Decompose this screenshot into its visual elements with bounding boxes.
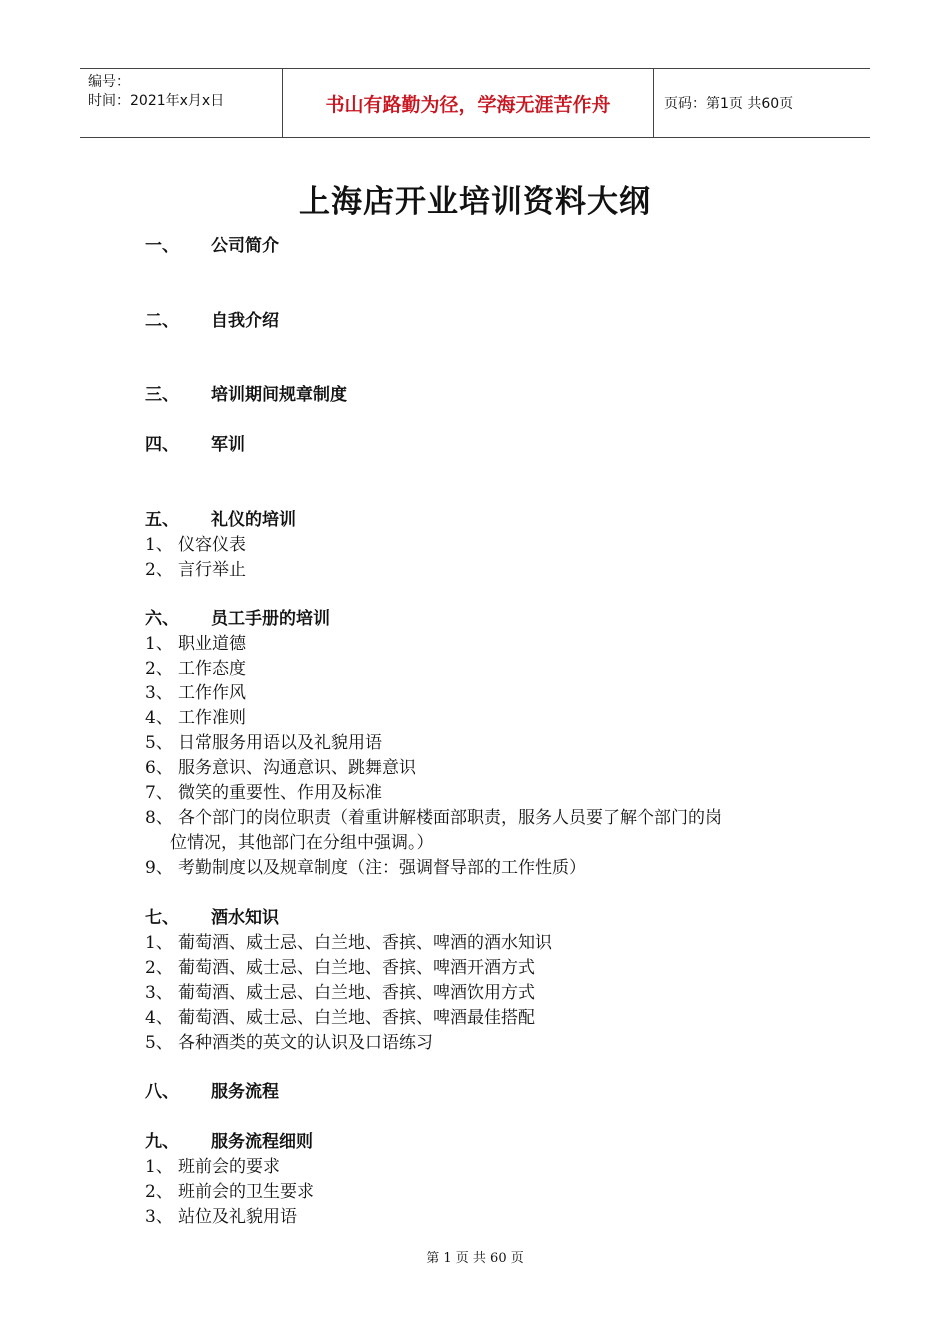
list-item: 3、 葡萄酒、威士忌、白兰地、香摈、啤酒饮用方式 bbox=[145, 983, 535, 1003]
list-item: 1、 葡萄酒、威士忌、白兰地、香摈、啤酒的酒水知识 bbox=[145, 933, 552, 953]
list-item: 8、 各个部门的岗位职责（着重讲解楼面部职责，服务人员要了解个部门的岗 bbox=[145, 808, 722, 828]
list-item: 3、 工作作风 bbox=[145, 683, 246, 703]
page-header bbox=[80, 68, 870, 138]
header-page-label: 页码：第1页 共60页 bbox=[664, 96, 794, 112]
number-label: 编号： bbox=[88, 74, 130, 90]
list-item: 1、 职业道德 bbox=[145, 634, 246, 654]
list-item: 7、 微笑的重要性、作用及标准 bbox=[145, 783, 382, 803]
list-item-continuation: 位情况，其他部门在分组中强调。） bbox=[170, 833, 434, 853]
page-footer: 第 1 页 共 60 页 bbox=[426, 1251, 524, 1266]
list-item: 9、 考勤制度以及规章制度（注：强调督导部的工作性质） bbox=[145, 858, 586, 878]
header-motto: 书山有路勤为径，学海无涯苦作舟 bbox=[282, 69, 654, 137]
list-item: 2、 葡萄酒、威士忌、白兰地、香摈、啤酒开酒方式 bbox=[145, 958, 535, 978]
list-item: 1、 班前会的要求 bbox=[145, 1157, 280, 1177]
section-heading: 五、 礼仪的培训 bbox=[145, 510, 296, 530]
list-item: 5、 日常服务用语以及礼貌用语 bbox=[145, 733, 382, 753]
section-heading: 九、 服务流程细则 bbox=[145, 1132, 313, 1152]
list-item: 2、 言行举止 bbox=[145, 560, 246, 580]
document-title: 上海店开业培训资料大纲 bbox=[299, 184, 651, 220]
section-heading: 六、 员工手册的培训 bbox=[145, 609, 330, 629]
section-heading: 二、 自我介绍 bbox=[145, 311, 279, 331]
time-label: 时间：2021年x月x日 bbox=[88, 93, 225, 109]
section-heading: 四、 军训 bbox=[145, 435, 245, 455]
list-item: 4、 葡萄酒、威士忌、白兰地、香摈、啤酒最佳搭配 bbox=[145, 1008, 535, 1028]
section-heading: 一、 公司简介 bbox=[145, 236, 279, 256]
list-item: 3、 站位及礼貌用语 bbox=[145, 1207, 297, 1227]
list-item: 2、 班前会的卫生要求 bbox=[145, 1182, 314, 1202]
list-item: 6、 服务意识、沟通意识、跳舞意识 bbox=[145, 758, 416, 778]
list-item: 5、 各种酒类的英文的认识及口语练习 bbox=[145, 1033, 433, 1053]
section-heading: 七、 酒水知识 bbox=[145, 908, 279, 928]
section-heading: 三、 培训期间规章制度 bbox=[145, 385, 347, 405]
list-item: 1、 仪容仪表 bbox=[145, 535, 246, 555]
list-item: 2、 工作态度 bbox=[145, 659, 246, 679]
list-item: 4、 工作准则 bbox=[145, 708, 246, 728]
header-meta bbox=[80, 69, 282, 137]
section-heading: 八、 服务流程 bbox=[145, 1082, 279, 1102]
